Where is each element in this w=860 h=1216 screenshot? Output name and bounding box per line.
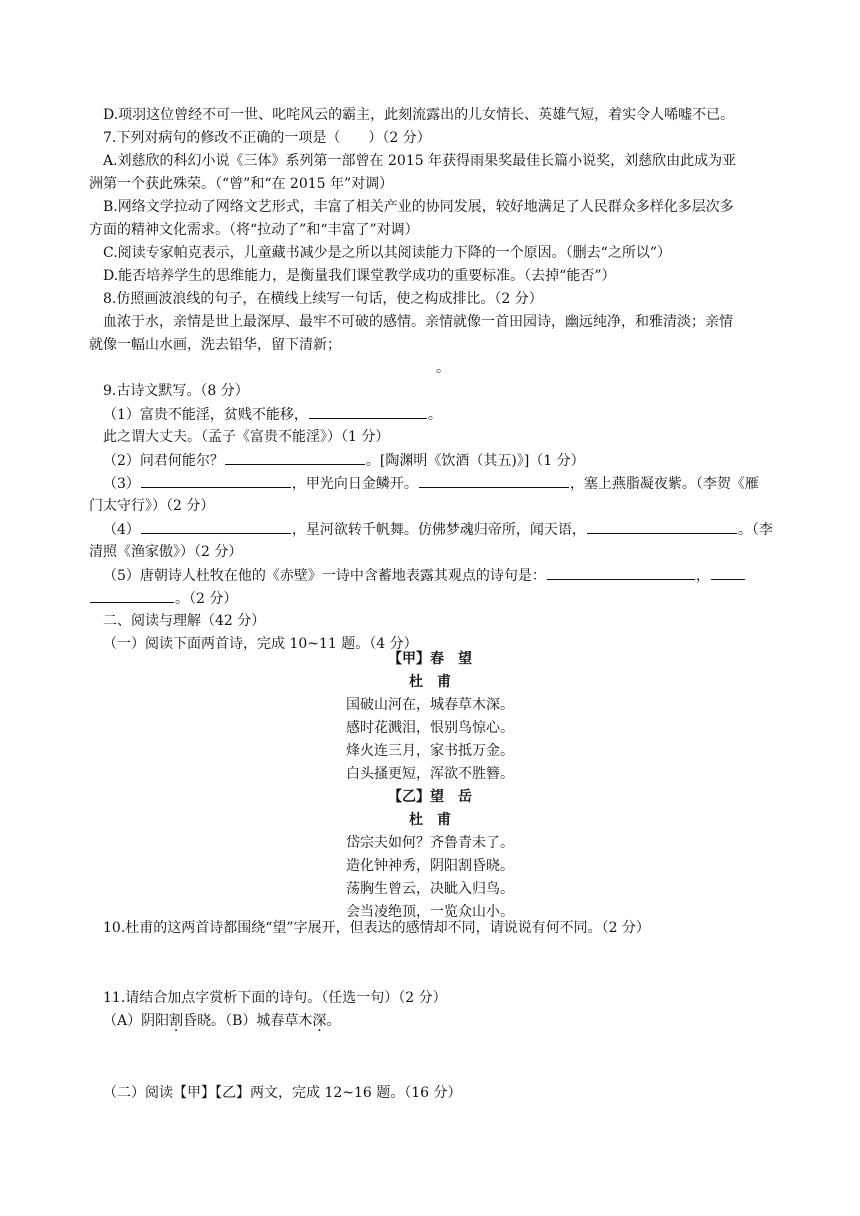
q7-stem: 7.下列对病句的修改不正确的一项是（ ）（2 分）: [103, 130, 431, 146]
poem-a-title: 【甲】春 望: [388, 651, 472, 667]
q9-3-source: ，塞上燕脂凝夜紫。（李贺《雁: [569, 476, 759, 492]
q11-end: 。: [326, 1013, 341, 1029]
q8-end-period: 。: [436, 360, 450, 376]
q11-option-a-text: （A）阴阳: [103, 1013, 170, 1029]
poem-b-line: 造化钟神秀，阴阳割昏晓。: [346, 858, 514, 874]
q7-option-a-line1: A.刘慈欣的科幻小说《三体》系列第一部曾在 2015 年获得雨果奖最佳长篇小说奖，刘慈欣由此成为亚: [103, 153, 737, 169]
q7-option-c: C.阅读专家帕克表示，儿童藏书减少是之所以其阅读能力下降的一个原因。（删去“之所以”）: [103, 245, 671, 261]
q11-stem: 11.请结合加点字赏析下面的诗句。（任选一句）（2 分）: [103, 990, 447, 1006]
q9-5-comma: ，: [695, 568, 710, 584]
q8-stem: 8.仿照画波浪线的句子，在横线上续写一句话，使之构成排比。（2 分）: [103, 291, 543, 307]
q7-option-a-line2: 洲第一个获此殊荣。（“曾”和“在 2015 年”对调）: [89, 176, 394, 192]
poem-a-line: 国破山河在，城春草木深。: [346, 697, 514, 713]
q9-2-blank[interactable]: [225, 450, 365, 465]
q9-item-5: [103, 565, 746, 586]
section-2-heading: 二、阅读与理解（42 分）: [103, 613, 266, 629]
q9-1-end: 。: [427, 407, 442, 423]
q10-stem: 10.杜甫的这两首诗都围绕“望”字展开，但表达的感情却不同，请说说有何不同。（2 分）: [103, 920, 650, 936]
q9-item-2: [103, 450, 585, 471]
poem-a-line: 烽火连三月，家书抵万金。: [346, 743, 514, 759]
q9-5-text: （5）唐朝诗人杜牧在他的《赤壁》一诗中含蓄地表露其观点的诗句是：: [103, 568, 546, 584]
q9-4-label: （4）: [103, 522, 140, 538]
q6-option-d: D.项羽这位曾经不可一世、叱咤风云的霸主，此刻流露出的儿女情长、英雄气短，着实令人唏嘘不已。: [103, 107, 735, 123]
q9-4-blank-2[interactable]: [587, 519, 737, 534]
q9-5-blank-2b[interactable]: [90, 588, 174, 603]
q9-item-4: [103, 519, 773, 540]
poem-b-line: 岱宗夫如何？齐鲁青未了。: [346, 835, 514, 851]
q7-option-b-line1: B.网络文学拉动了网络文艺形式，丰富了相关产业的协同发展，较好地满足了人民群众多样化多层次多: [103, 199, 734, 215]
section-2-2-heading: （二）阅读【甲】【乙】两文，完成 12~16 题。（16 分）: [103, 1085, 462, 1101]
q9-2-source: 。[陶渊明《饮酒（其五)》]（1 分）: [365, 453, 585, 469]
q11-dotted-char-b: 深: [312, 1013, 327, 1029]
q9-5-points: 。（2 分）: [175, 591, 238, 607]
q8-passage-line1: 血浓于水，亲情是世上最深厚、最牢不可破的感情。亲情就像一首田园诗，幽远纯净，和雅清淡；亲情: [103, 314, 733, 330]
q9-3-blank-2[interactable]: [419, 473, 569, 488]
q9-1-source: 此之谓大丈夫。（孟子《富贵不能淫》）（1 分）: [103, 429, 390, 445]
q9-3-text: ，甲光向日金鳞开。: [291, 476, 418, 492]
q7-option-b-line2: 方面的精神文化需求。（将“拉动了”和“丰富了”对调）: [89, 222, 419, 238]
q9-4-blank-1[interactable]: [141, 519, 291, 534]
poem-a-author: 杜 甫: [409, 674, 451, 690]
q9-1-blank[interactable]: [309, 404, 427, 419]
q9-stem: 9.古诗文默写。（8 分）: [103, 383, 249, 399]
q9-4-source-cont: 清照《渔家傲》）（2 分）: [89, 544, 243, 560]
q11-dotted-char-a: 割: [169, 1013, 184, 1029]
q9-5-blank-2a[interactable]: [711, 565, 745, 580]
q11-options: [103, 1011, 340, 1031]
q8-passage-line2: 就像一幅山水画，洗去铅华，留下清新；: [89, 337, 341, 353]
poem-b-author: 杜 甫: [409, 812, 451, 828]
poem-a-line: 感时花溅泪，恨别鸟惊心。: [346, 720, 514, 736]
poem-b-title: 【乙】望 岳: [388, 789, 472, 805]
q9-3-label: （3）: [103, 476, 140, 492]
q9-5-blank-1[interactable]: [547, 565, 695, 580]
q9-3-blank-1[interactable]: [141, 473, 291, 488]
q7-option-d: D.能否培养学生的思维能力，是衡量我们课堂教学成功的重要标准。（去掉“能否”）: [103, 268, 616, 284]
section-2-1-heading: （一）阅读下面两首诗，完成 10~11 题。（4 分）: [103, 636, 418, 652]
q9-3-source-cont: 门太守行》）（2 分）: [89, 498, 215, 514]
q9-5-cont: [89, 588, 237, 609]
q9-item-3: [103, 473, 759, 494]
poem-a-line: 白头搔更短，浑欲不胜簪。: [346, 766, 514, 782]
q9-4-source: 。（李: [737, 522, 773, 538]
poem-b-line: 荡胸生曾云，决眦入归鸟。: [346, 881, 514, 897]
q9-4-text: ，星河欲转千帆舞。仿佛梦魂归帝所，闻天语，: [291, 522, 586, 538]
poem-b-line: 会当凌绝顶，一览众山小。: [346, 904, 514, 920]
q9-2-text: （2）问君何能尔？: [103, 453, 224, 469]
q9-1-text: （1）富贵不能淫，贫贱不能移，: [103, 407, 308, 423]
q11-option-b-text: 昏晓。（B）城春草木: [183, 1013, 313, 1029]
q9-item-1: [103, 404, 442, 425]
